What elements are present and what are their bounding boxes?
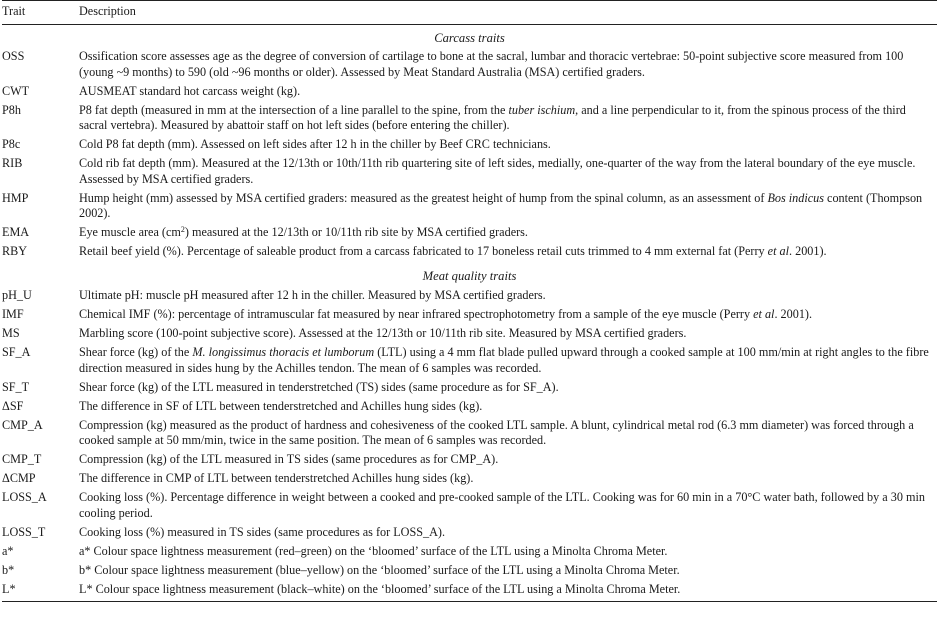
italic-term: Bos indicus <box>767 190 824 205</box>
section-title: Carcass traits <box>434 30 505 45</box>
header-row <box>2 1 937 25</box>
superscript: 2 <box>180 225 185 235</box>
table-row <box>2 307 937 326</box>
trait-description: Retail beef yield (%). Percentage of saleable product from a carcass fabricated to 17 boneless retail cuts trimmed to 4 mm external fat (Perry et al. 2001). <box>79 244 827 259</box>
trait-description: Compression (kg) of the LTL measured in TS sides (same procedures as for CMP_A). <box>79 452 499 467</box>
table-body <box>2 24 937 601</box>
trait-description: Cold P8 fat depth (mm). Assessed on left sides after 12 h in the chiller by Beef CRC technicians. <box>79 137 551 152</box>
trait-description: Shear force (kg) of the LTL measured in tenderstretched (TS) sides (same procedure as for SF_A). <box>79 379 559 394</box>
table-row <box>2 399 937 418</box>
section-heading-row <box>2 24 937 49</box>
trait-description: Eye muscle area $(cm^2)$ measured at the 12/13th or 10/11th rib site by MSA certified graders. <box>79 225 528 240</box>
table-row <box>2 525 937 544</box>
trait-description: b* Colour space lightness measurement (blue–yellow) on the ‘bloomed’ surface of the LTL using a Minolta Chroma Meter. <box>79 562 680 577</box>
table-row <box>2 225 937 244</box>
trait-description: Ultimate pH: muscle pH measured after 12 h in the chiller. Measured by MSA certified graders. <box>79 288 546 303</box>
table-row <box>2 582 937 601</box>
table-row <box>2 288 937 307</box>
trait-description: Hump height (mm) assessed by MSA certified graders: measured as the greatest height of hump from the spinal column, as an assessment of Bos indicus content (Thompson 2002). <box>79 190 923 221</box>
trait-description: The difference in CMP of LTL between tenderstretched Achilles hung sides (kg). <box>79 471 474 486</box>
trait-code: LOSS_A <box>2 490 47 505</box>
table-row <box>2 490 937 525</box>
trait-description: Shear force (kg) of the M. longissimus thoracis et lumborum (LTL) using a 4 mm flat blade pulled upward through a cooked sample at 100 mm/min at right angles to the fibre direction measured in sides hung by the Achilles tendon. The mean of 6 samples was recorded. <box>79 344 929 375</box>
table-row <box>2 137 937 156</box>
section-title: Meat quality traits <box>422 269 517 284</box>
table-row <box>2 380 937 399</box>
table-row <box>2 326 937 345</box>
trait-description: Cooking loss (%). Percentage difference in weight between a cooked and pre-cooked sample of the LTL. Cooking was for 60 min in a 70°C water bath, followed by a 30 min cooling period. <box>79 490 925 520</box>
trait-code: HMP <box>2 190 29 205</box>
trait-code: b* <box>2 562 15 577</box>
trait-description: The difference in SF of LTL between tenderstretched and Achilles hung sides (kg). <box>79 398 483 413</box>
trait-code: EMA <box>2 225 30 240</box>
trait-code: CMP_T <box>2 452 42 467</box>
trait-code: RBY <box>2 244 28 259</box>
table-row <box>2 544 937 563</box>
table-row <box>2 452 937 471</box>
trait-description: Cold rib fat depth (mm). Measured at the 12/13th or 10th/11th rib quartering site of left sides, medially, one-quarter of the way from the lateral boundary of the eye muscle. Assessed by MSA certified graders. <box>79 156 916 186</box>
trait-code: CMP_A <box>2 417 43 432</box>
trait-code: CWT <box>2 83 30 98</box>
italic-term: M. longissimus thoracis et lumborum <box>192 344 375 359</box>
section-heading-row <box>2 263 937 288</box>
trait-code: L* <box>2 581 16 596</box>
italic-term: et al <box>753 307 775 322</box>
table-row <box>2 563 937 582</box>
table-row <box>2 84 937 103</box>
table-row <box>2 244 937 263</box>
trait-description: Marbling score (100-point subjective score). Assessed at the 12/13th or 10/11th rib site. Measured by MSA certified graders. <box>79 326 687 340</box>
trait-code: SF_T <box>2 379 30 394</box>
table-row <box>2 191 937 226</box>
table-header <box>2 1 937 25</box>
trait-code: ΔSF <box>2 398 24 413</box>
trait-code: RIB <box>2 156 23 171</box>
trait-code: pH_U <box>2 288 32 303</box>
table-row <box>2 156 937 191</box>
trait-code: SF_A <box>2 344 31 359</box>
trait-code: a* <box>2 543 14 558</box>
trait-code: ΔCMP <box>2 471 36 486</box>
table-row <box>2 49 937 84</box>
trait-code: P8h <box>2 102 21 117</box>
table-row <box>2 103 937 138</box>
trait-definitions-table <box>2 0 937 602</box>
table-row <box>2 418 937 453</box>
italic-term: et al <box>767 244 789 259</box>
table-row <box>2 345 937 380</box>
trait-code: LOSS_T <box>2 524 46 539</box>
trait-description: Compression (kg) measured as the product of hardness and cohesiveness of the cooked LTL sample. A blunt, cylindrical metal rod (6.3 mm diameter) was forced through a cooked sample at 50 mm/min, twice in the same position. The mean of 6 samples was recorded. <box>79 417 914 448</box>
trait-code: P8c <box>2 137 21 152</box>
table-row <box>2 471 937 490</box>
header-trait: Trait <box>2 4 26 18</box>
trait-description: a* Colour space lightness measurement (red–green) on the ‘bloomed’ surface of the LTL using a Minolta Chroma Meter. <box>79 543 668 558</box>
trait-description: L* Colour space lightness measurement (black–white) on the ‘bloomed’ surface of the LTL using a Minolta Chroma Meter. <box>79 581 681 596</box>
trait-description: AUSMEAT standard hot carcass weight (kg). <box>79 83 301 98</box>
trait-code: IMF <box>2 307 24 322</box>
trait-description: Ossification score assesses age as the degree of conversion of cartilage to bone at the sacral, lumbar and thoracic vertebrae: 50-point subjective score measured from 100 (young ~9 months) to 590 (old ~96 months or older). Assessed by Meat Standard Australia (MSA) certified graders. <box>79 49 904 79</box>
trait-description: Chemical IMF (%): percentage of intramuscular fat measured by near infrared spectrophotometry from a sample of the eye muscle (Perry et al. 2001). <box>79 307 813 322</box>
trait-description: P8 fat depth (measured in mm at the intersection of a line parallel to the spine, from the tuber ischium, and a line perpendicular to it, from the spinous process of the third sacral vertebra). Measured by abattoir staff on hot left sides (before entering the chiller). <box>79 102 906 133</box>
header-description: Description <box>79 4 136 18</box>
trait-code: OSS <box>2 49 25 64</box>
trait-description: Cooking loss (%) measured in TS sides (same procedures as for LOSS_A). <box>79 524 446 539</box>
trait-code: MS <box>2 326 20 340</box>
italic-term: tuber ischium <box>508 102 576 117</box>
